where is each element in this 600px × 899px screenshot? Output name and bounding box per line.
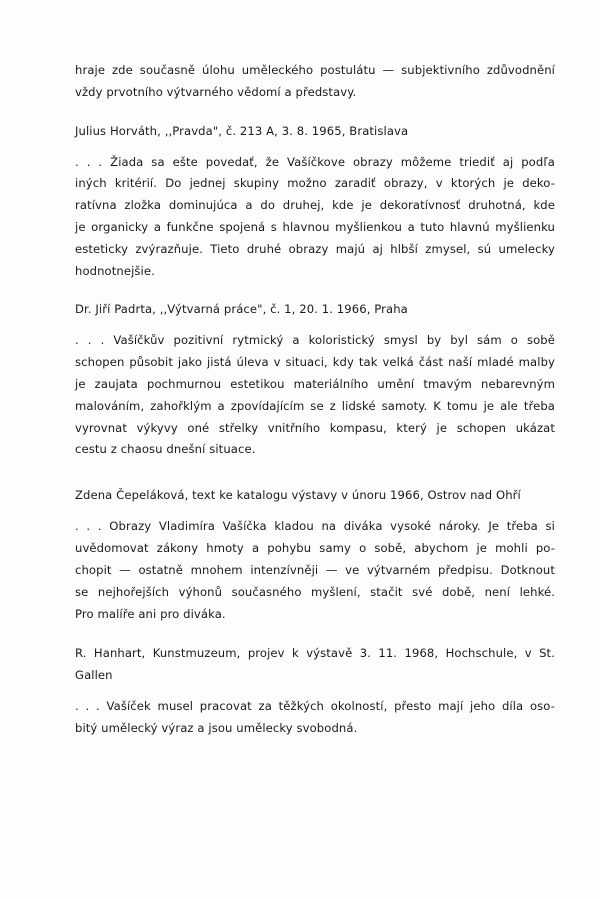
quote-line: . . . Vašíčkův pozitivní rytmický a koloristický smysl by byl sám o sobě	[75, 333, 555, 347]
quote-line: . . . Žiada sa ešte povedať, že Vašíčkove obrazy môžeme triediť aj podľa	[75, 155, 555, 169]
quote-source: Gallen	[75, 668, 113, 682]
quote-line: ratívna zložka dominujúca a do druhej, kde je dekoratívnosť druhotná, kde	[75, 198, 555, 212]
quote-line: iných kritérií. Do jednej skupiny možno zaradiť obrazy, v ktorých je deko-	[75, 176, 555, 190]
quote-line: malováním, zahořklým a zpovídajícím se z lidské samoty. K tomu je ale třeba	[75, 399, 555, 413]
quote-line: vyrovnat výkyvy oné střelky vnitřního kompasu, který je schopen ukázat	[75, 421, 555, 435]
quote-source: Zdena Čepeláková, text ke katalogu výstavy v únoru 1966, Ostrov nad Ohří	[75, 488, 521, 502]
quote-source: Dr. Jiří Padrta, ,,Výtvarná práce", č. 1, 20. 1. 1966, Praha	[75, 302, 408, 316]
intro-line: vždy prvotního výtvarného vědomí a představy.	[75, 85, 357, 99]
quote-line: uvědomovat zákony hmoty a pohybu samy o sobě, abychom je mohli po-	[75, 541, 555, 555]
quote-line: . . . Obrazy Vladimíra Vašíčka kladou na diváka vysoké nároky. Je třeba si	[75, 519, 555, 533]
quote-line: bitý umělecký výraz a jsou umělecky svobodná.	[75, 721, 358, 735]
quote-line: Pro malíře ani pro diváka.	[75, 607, 226, 621]
quote-line: se nejhořejších výhonů současného myšlení, stačit své době, není lehké.	[75, 585, 555, 599]
quote-line: esteticky zvýrazňuje. Tieto druhé obrazy majú aj hlbší zmysel, sú umelecky	[75, 242, 555, 256]
quote-source: R. Hanhart, Kunstmuzeum, projev k výstavě 3. 11. 1968, Hochschule, v St.	[75, 646, 555, 660]
quote-line: je zaujata pochmurnou estetikou materiálního umění tmavým nebarevným	[75, 377, 555, 391]
intro-line: hraje zde současně úlohu uměleckého postulátu — subjektivního zdůvodnění	[75, 63, 555, 77]
quote-line: schopen působit jako jistá úleva v situaci, kdy tak velká část naší mladé malby	[75, 355, 555, 369]
quote-line: hodnotnejšie.	[75, 264, 155, 278]
quote-line: chopit — ostatně mnohem intenzívněji — ve výtvarném předpisu. Dotknout	[75, 563, 555, 577]
quote-line: cestu z chaosu dnešní situace.	[75, 442, 256, 456]
quote-line: je organicky a funkčne spojená s hlavnou myšlienkou a tuto hlavnú myšlienku	[75, 220, 555, 234]
quote-source: Julius Horváth, ,,Pravda", č. 213 A, 3. 8. 1965, Bratislava	[75, 124, 409, 138]
quote-line: . . . Vašíček musel pracovat za těžkých okolností, přesto mají jeho díla oso-	[75, 699, 555, 713]
